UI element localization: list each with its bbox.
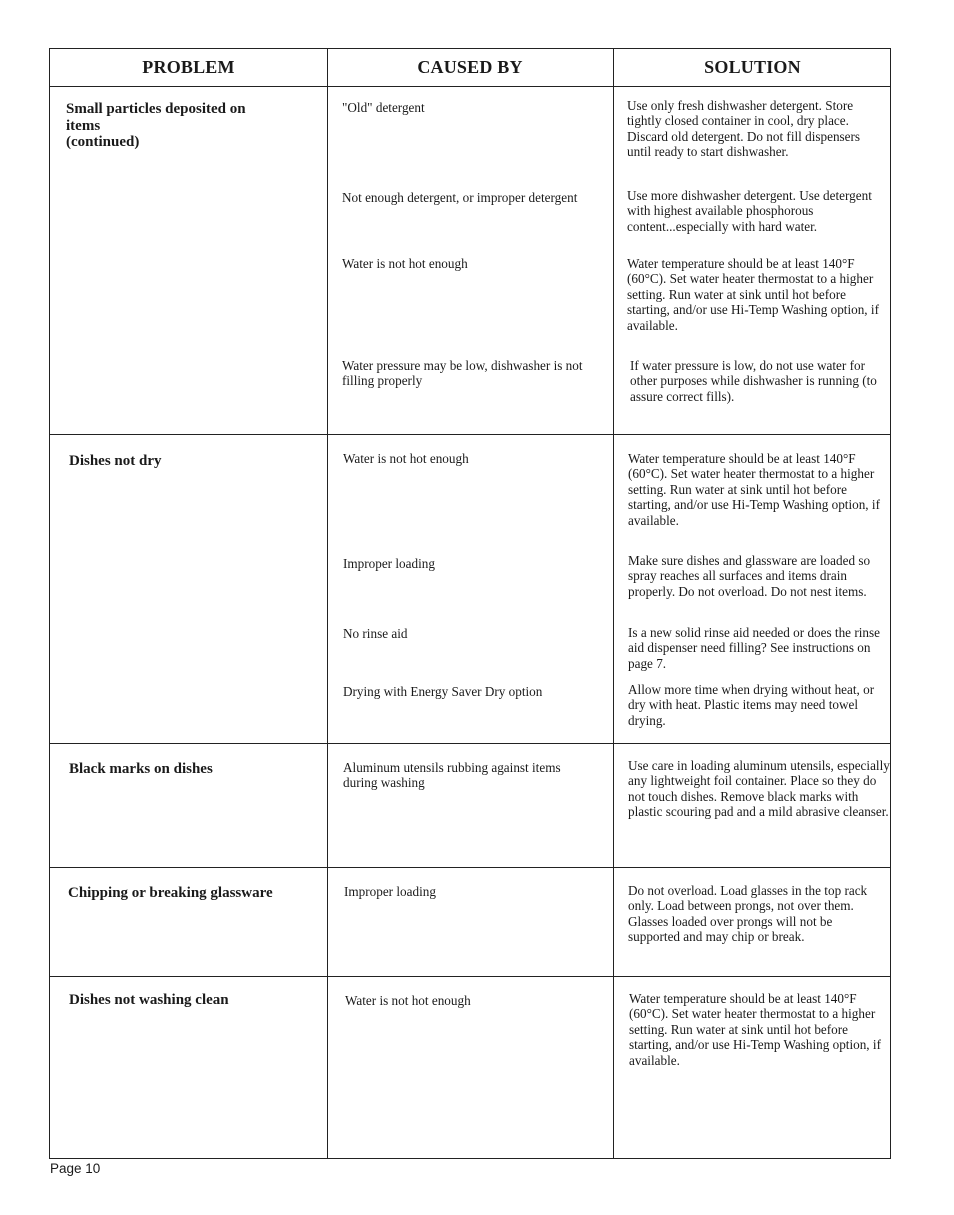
problem-chipping-glassware: Chipping or breaking glassware [68, 885, 273, 901]
header-caused-by: CAUSED BY [417, 57, 523, 77]
cause-no-rinse-aid: No rinse aid [343, 626, 408, 641]
column-divider [327, 49, 328, 1158]
cause-improper-loading: Improper loading [343, 556, 435, 571]
cause-old-detergent: "Old" detergent [342, 100, 425, 115]
cause-aluminum-utensils: Aluminum utensils rubbing against items during washing [343, 760, 561, 791]
cause-water-pressure: Water pressure may be low, dishwasher is not filling properly [342, 358, 583, 389]
column-divider [613, 49, 614, 1158]
cause-water-not-hot: Water is not hot enough [343, 451, 469, 466]
header-solution: SOLUTION [704, 57, 801, 77]
solution-water-not-hot: Water temperature should be at least 140°F (60°C). Set water heater thermostat to a higher setting. Run water at sink until hot before starting, and/or use Hi-Temp Washing option, if available. [629, 991, 881, 1068]
problem-black-marks: Black marks on dishes [69, 761, 213, 777]
problem-small-particles [66, 101, 316, 151]
solution-energy-saver-dry: Allow more time when drying without heat, or dry with heat. Plastic items may need towel drying. [628, 682, 875, 728]
solution-improper-loading: Do not overload. Load glasses in the top rack only. Load between prongs, not over them. Glasses loaded over prongs will not be supported and may chip or break. [628, 883, 868, 945]
problem-dishes-not-dry: Dishes not dry [69, 453, 162, 469]
problem-line: items [66, 117, 101, 134]
page-number: Page 10 [50, 1161, 101, 1176]
solution-water-not-hot: Water temperature should be at least 140°F (60°C). Set water heater thermostat to a higher setting. Run water at sink until hot before starting, and/or use Hi-Temp Washing option, if available. [627, 256, 879, 333]
header-divider [50, 86, 890, 87]
problem-not-washing-clean: Dishes not washing clean [69, 992, 229, 1008]
problem-line: (continued) [66, 134, 140, 150]
cause-not-enough-detergent: Not enough detergent, or improper detergent [342, 190, 578, 205]
solution-old-detergent: Use only fresh dishwasher detergent. Store tightly closed container in cool, dry place. Discard old detergent. Do not fill dispensers until ready to start dishwasher. [627, 98, 861, 160]
solution-water-not-hot: Water temperature should be at least 140°F (60°C). Set water heater thermostat to a higher setting. Run water at sink until hot before starting, and/or use Hi-Temp Washing option, if available. [628, 451, 880, 528]
problem-line: Small particles deposited on [66, 101, 246, 117]
cause-water-not-hot: Water is not hot enough [345, 993, 471, 1008]
solution-not-enough-detergent: Use more dishwasher detergent. Use detergent with highest available phosphorous content...especially with hard water. [627, 188, 872, 234]
cause-improper-loading: Improper loading [344, 884, 436, 899]
solution-no-rinse-aid: Is a new solid rinse aid needed or does the rinse aid dispenser need filling? See instructions on page 7. [628, 625, 880, 671]
section-divider [50, 434, 890, 435]
section-divider [50, 976, 890, 977]
section-divider [50, 743, 890, 744]
cause-water-not-hot: Water is not hot enough [342, 256, 468, 271]
troubleshooting-table [49, 48, 891, 1159]
header-problem: PROBLEM [142, 57, 235, 77]
solution-water-pressure: If water pressure is low, do not use water for other purposes while dishwasher is running (to assure correct fills). [630, 358, 877, 404]
cause-energy-saver-dry: Drying with Energy Saver Dry option [343, 684, 543, 699]
section-divider [50, 867, 890, 868]
solution-aluminum-utensils: Use care in loading aluminum utensils, especially any lightweight foil container. Place so they do not touch dishes. Remove black marks with plastic scouring pad and a mild abrasive cleanser. [628, 758, 890, 820]
solution-improper-loading: Make sure dishes and glassware are loaded so spray reaches all surfaces and items drain properly. Do not overload. Do not nest items. [628, 553, 871, 599]
